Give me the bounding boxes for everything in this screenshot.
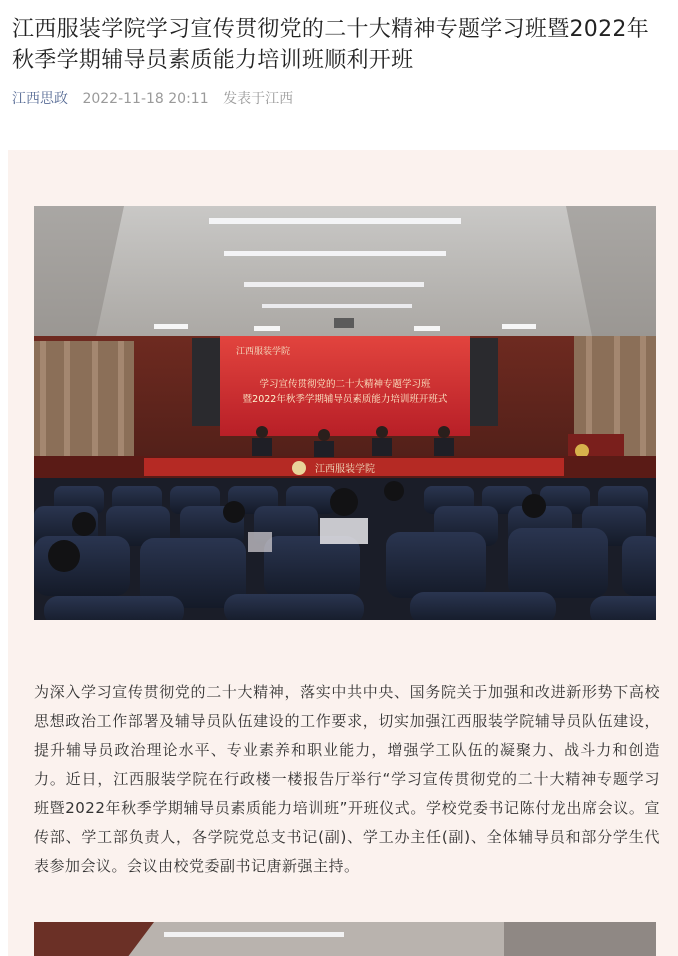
- article-content: [8, 150, 678, 956]
- screen-logo: 江西服装学院: [236, 347, 291, 357]
- screen-title-line2: 暨2022年秋季学期辅导员素质能力培训班开班式: [242, 394, 448, 405]
- article-paragraph: 为深入学习宣传贯彻党的二十大精神，落实中共中央、国务院关于加强和改进新形势下高校思想政治工作部署及辅导员队伍建设的工作要求，切实加强江西服装学院辅导员队伍建设，提升辅导员政治理论水平、专业素养和职业能力，增强学工队伍的凝聚力、战斗力和创造力。近日，江西服装学院在行政楼一楼报告厅举行“学习宣传贯彻党的二十大精神专题学习班暨2022年秋季学期辅导员素质能力培训班”开班仪式。学校党委书记陈付龙出席会议。宣传部、学工部负责人，各学院党总支书记(副)、学工办主任(副)、全体辅导员和部分学生代表参加会议。会议由校党委副书记唐新强主持。: [34, 683, 660, 875]
- meeting-photo-graphic: [34, 206, 656, 620]
- second-photo-graphic: [34, 922, 656, 956]
- author-link[interactable]: 江西思政: [12, 91, 68, 107]
- meeting-photo[interactable]: [34, 206, 656, 620]
- publish-location: 发表于江西: [223, 91, 294, 107]
- ceiling-light: [262, 304, 412, 308]
- ceiling-light: [224, 251, 446, 256]
- ceiling-light: [244, 282, 424, 287]
- article-meta: [0, 76, 678, 110]
- publish-date: 2022-11-18 20:11: [82, 91, 209, 107]
- ceiling-light: [209, 218, 461, 224]
- second-photo[interactable]: [34, 922, 656, 956]
- projector-icon: [334, 318, 354, 328]
- banner-text: 江西服装学院: [315, 464, 375, 475]
- screen-title-line1: 学习宣传贯彻党的二十大精神专题学习班: [259, 379, 431, 390]
- article-title: 江西服装学院学习宣传贯彻党的二十大精神专题学习班暨2022年秋季学期辅导员素质能力培训班顺利开班: [12, 17, 649, 73]
